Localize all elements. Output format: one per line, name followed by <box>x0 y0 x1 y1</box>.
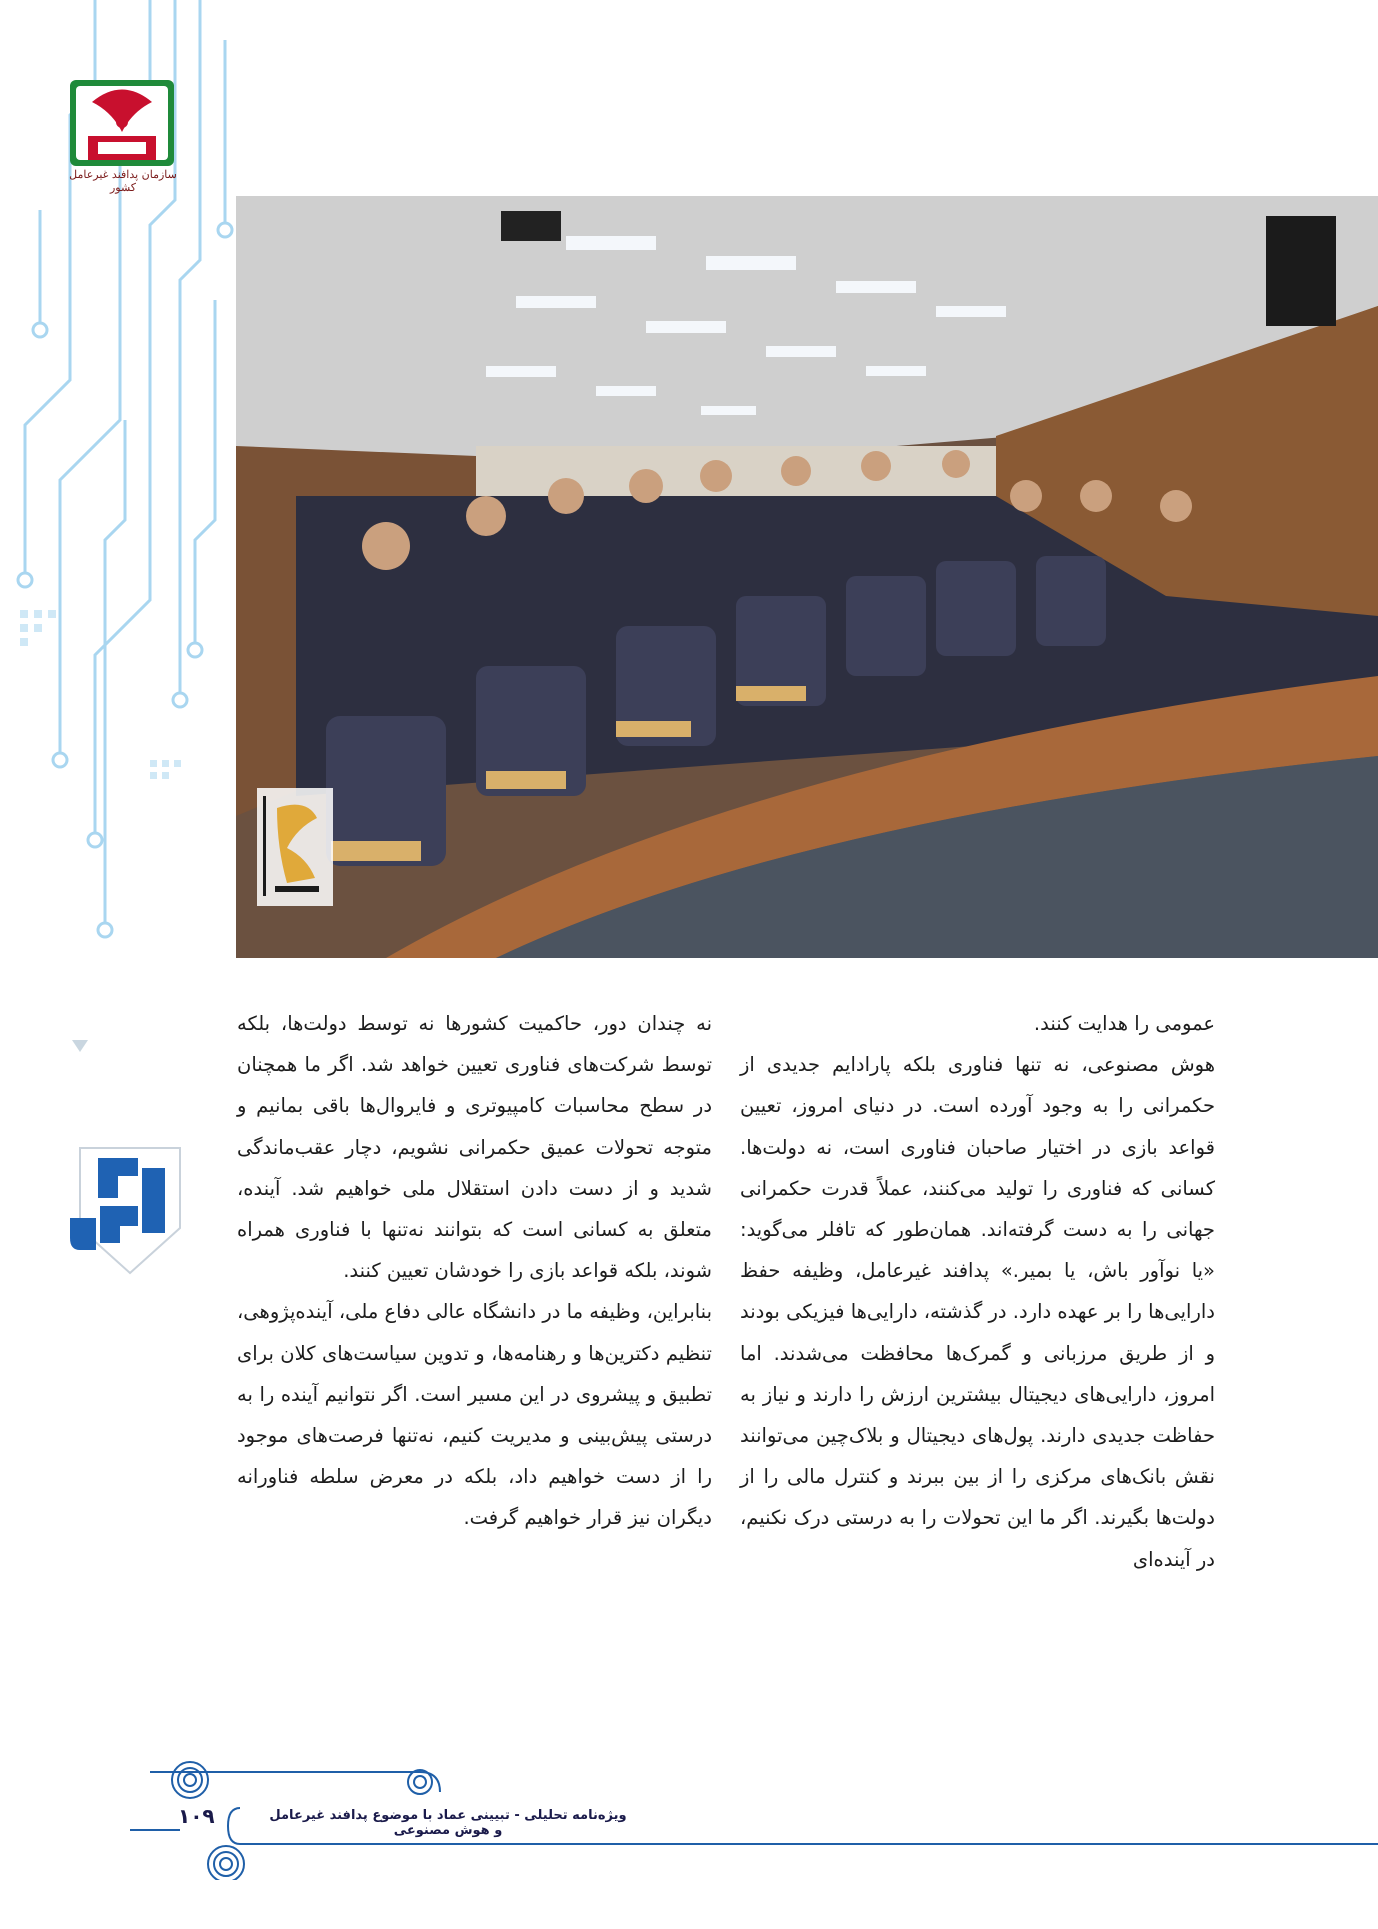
parvand-watermark-logo <box>257 788 333 906</box>
paragraph: بنابراین، وظیفه ما در دانشگاه عالی دفاع ملی، آینده‌پژوهی، تنظیم دکترین‌ها و رهنامه‌ها، و تدوین سیاست‌های کلان برای تطبیق و پیشروی در این مسیر است. اگر نتوانیم آینده را به درستی پیش‌بینی و مدیریت کنیم، نه‌تنها فرصت‌های موجود را از دست خواهیم داد، بلکه در معرض سلطه فناورانه دیگران نیز قرار خواهیم گرفت. <box>237 1300 712 1530</box>
org-caption: سازمان پدافند غیرعامل کشور <box>69 168 177 194</box>
emad-logo <box>60 1138 190 1278</box>
page-number: ۱۰۹ <box>178 1804 215 1828</box>
paragraph: نه چندان دور، حاکمیت کشورها نه توسط دولت‌ها، بلکه توسط شرکت‌های فناوری تعیین خواهد شد. اگر ما همچنان در سطح محاسبات کامپیوتری و فایروال‌ها باقی بمانیم و متوجه تحولات عمیق حکمرانی نشویم، دچار عقب‌ماندگی شدید و از دست دادن استقلال ملی خواهیم شد. آینده، متعلق به کسانی است که بتوانند نه‌تنها با فناوری همراه شوند، بلکه قواعد بازی را خودشان تعیین کنند. <box>237 1012 712 1283</box>
article-column-right <box>740 1003 1215 1580</box>
article-column-left <box>237 1003 712 1539</box>
page-footer <box>0 1760 1378 1880</box>
paragraph: عمومی را هدایت کنند. <box>1033 1012 1215 1035</box>
paragraph: هوش مصنوعی، نه تنها فناوری بلکه پارادایم جدیدی از حکمرانی را به وجود آورده است. در دنیای امروز، تعیین قواعد بازی در اختیار صاحبان فناوری است، نه دولت‌ها. کسانی که فناوری را تولید می‌کنند، عملاً قدرت حکمرانی جهانی را به دست گرفته‌اند. همان‌طور که تافلر می‌گوید: «یا نوآور باش، یا بمیر.» پدافند غیرعامل، وظیفه حفظ دارایی‌ها را بر عهده دارد. در گذشته، دارایی‌ها فیزیکی بودند و از طریق مرزبانی و گمرک‌ها محافظت می‌شدند. اما امروز، دارایی‌های دیجیتال بیشترین ارزش را دارند و نیاز به حفاظت جدیدی دارند. پول‌های دیجیتال و بلاک‌چین می‌توانند نقش بانک‌های مرکزی را از بین ببرند و کنترل مالی را از دولت‌ها بگیرند. اگر ما این تحولات را به درستی درک نکنیم، در آینده‌ای <box>740 1053 1215 1571</box>
conference-hall-photo <box>236 196 1378 958</box>
publication-title: ویژه‌نامه تحلیلی - تبیینی عماد با موضوع پدافند غیرعامل و هوش مصنوعی <box>269 1808 627 1838</box>
